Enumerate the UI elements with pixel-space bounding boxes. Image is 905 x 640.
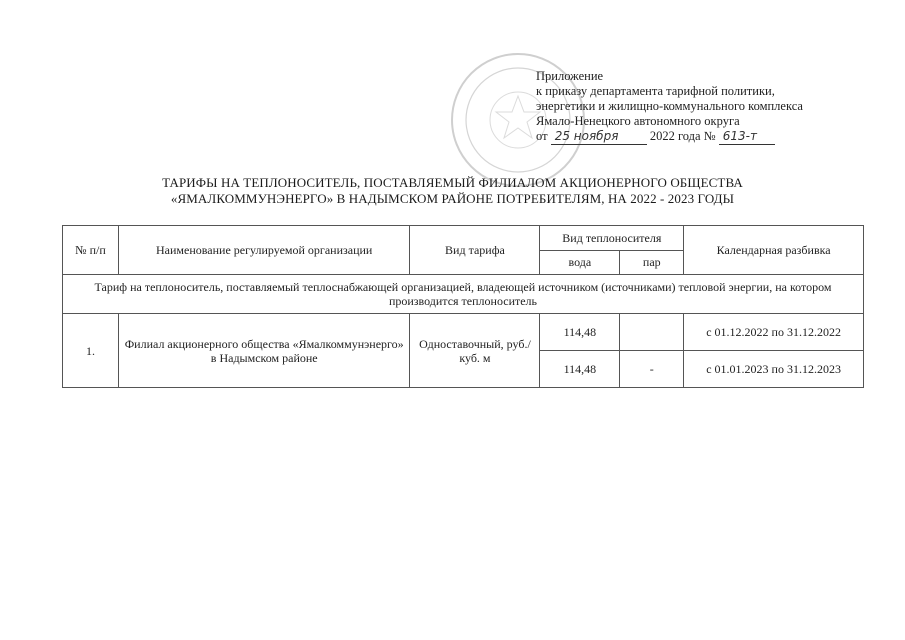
header-organization: Наименование регулируемой организации — [118, 226, 410, 275]
appendix-line-4: Ямало-Ненецкого автономного округа — [536, 114, 740, 128]
header-number: № п/п — [63, 226, 119, 275]
appendix-line-1: Приложение — [536, 69, 604, 83]
row-steam-value — [620, 314, 684, 351]
title-line-1: ТАРИФЫ НА ТЕПЛОНОСИТЕЛЬ, ПОСТАВЛЯЕМЫЙ ФИЛИАЛОМ АКЦИОНЕРНОГО ОБЩЕСТВА — [162, 175, 743, 190]
header-calendar: Календарная разбивка — [684, 226, 864, 275]
header-water: вода — [540, 250, 620, 275]
header-steam: пар — [620, 250, 684, 275]
table-header-row — [63, 226, 864, 251]
row-organization: Филиал акционерного общества «Ямалкоммунэнерго» в Надымском районе — [118, 314, 410, 388]
row-water-value: 114,48 — [540, 314, 620, 351]
document-title — [60, 175, 845, 207]
tariff-table — [62, 225, 864, 388]
header-carrier-type: Вид теплоносителя — [540, 226, 684, 251]
handwritten-date: 25 ноября — [551, 129, 647, 145]
date-prefix: от — [536, 129, 548, 143]
appendix-date-line — [536, 129, 803, 145]
row-number: 1. — [63, 314, 119, 388]
appendix-line-2: к приказу департамента тарифной политики, — [536, 84, 775, 98]
handwritten-order-number: 613-т — [719, 129, 775, 145]
table-row — [63, 314, 864, 351]
title-line-2: «ЯМАЛКОММУНЭНЕРГО» В НАДЫМСКОМ РАЙОНЕ ПОТРЕБИТЕЛЯМ, НА 2022 - 2023 ГОДЫ — [170, 191, 735, 206]
section-title-row — [63, 275, 864, 314]
appendix-line-3: энергетики и жилищно-коммунального комплекса — [536, 99, 803, 113]
date-year: 2022 года № — [649, 129, 716, 143]
row-tariff-type: Одноставочный, руб./куб. м — [410, 314, 540, 388]
section-title: Тариф на теплоноситель, поставляемый теплоснабжающей организацией, владеющей источником (источниками) тепловой энергии, на котором производится теплоноситель — [63, 275, 864, 314]
appendix-block — [536, 69, 803, 145]
row-period: с 01.12.2022 по 31.12.2022 — [684, 314, 864, 351]
row-period: с 01.01.2023 по 31.12.2023 — [684, 351, 864, 388]
row-water-value: 114,48 — [540, 351, 620, 388]
header-tariff-type: Вид тарифа — [410, 226, 540, 275]
row-steam-value: - — [620, 351, 684, 388]
